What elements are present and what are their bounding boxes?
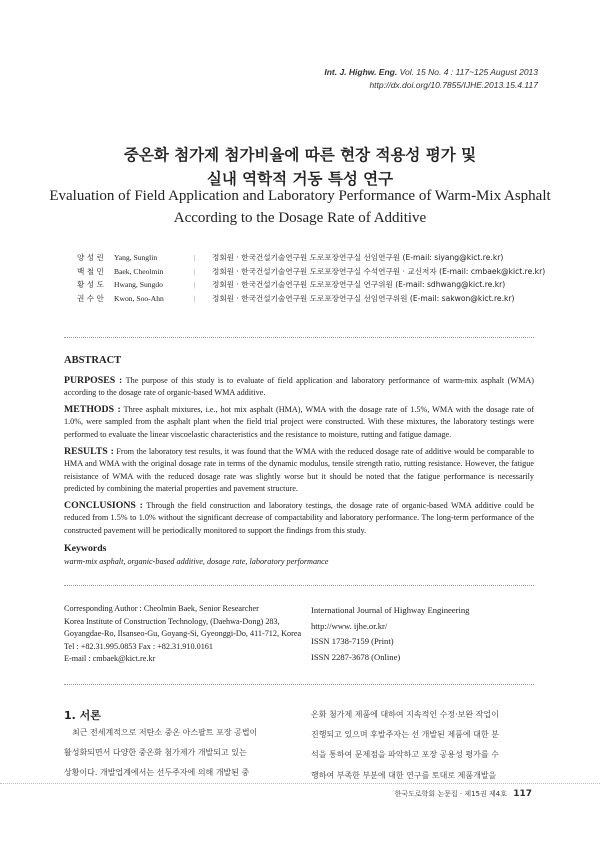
english-title-line1: Evaluation of Field Application and Laboratory Performance of Warm-Mix Asphalt — [49, 188, 551, 204]
abstract-purposes — [64, 375, 534, 400]
corresponding-email: E-mail : cmbaek@kict.re.kr — [64, 654, 156, 663]
intro-line: 활성화되면서 다양한 중온화 첨가제가 개발되고 있는 — [64, 748, 247, 758]
keywords-text: warm-mix asphalt, organic-based additive, dosage rate, laboratory performance — [64, 557, 329, 566]
journal-url[interactable]: http://www. ijhe.or.kr/ — [311, 620, 388, 631]
korean-title-line1: 중온화 첨가제 첨가비율에 따른 현장 적용성 평가 및 — [123, 146, 477, 164]
issn-online: ISSN 2287-3678 (Online) — [311, 651, 401, 662]
author-separator: | — [194, 280, 196, 289]
section-divider — [64, 585, 534, 586]
author-korean-name: 권 수 안 — [77, 293, 104, 303]
conclusions-text: Through the field construction and laboratory testings, the dosage rate of organic-based WMA additive could be reduced from 1.5% to 1.0% without the significant decrease of compactability and laboratory performance. The long-term performance of the constructed pavement will be periodically monitored to support the findings from this study. — [64, 501, 534, 535]
author-english-name: Baek, Cheolmin — [114, 266, 164, 276]
footer-divider — [0, 783, 600, 784]
author-affiliation: 정회원 · 한국건설기술연구원 도로포장연구실 선임연구원 (E-mail: siyang@kict.re.kr) — [212, 253, 504, 262]
results-text: From the laboratory test results, it was found that the WMA with the reduced dosage rate of additive would be comparable to HMA and WMA with the original dosage rate in terms of the dynamic modulus, tensile strength ratio, rutting resistance. However, the fatigue reisistance of WMA with the reduced dosage rate was slightly worse but it should be noted that the fatigue performance is necessarily predicted by combining the material properties and pavement structure. — [64, 447, 534, 493]
journal-info-block — [311, 603, 469, 665]
author-separator: | — [194, 266, 196, 276]
author-korean-name: 황 성 도 — [77, 280, 104, 289]
english-title — [0, 185, 600, 229]
author-affiliation: 정회원 · 한국건설기술연구원 도로포장연구실 연구위원 (E-mail: sdhwang@kict.re.kr) — [212, 280, 506, 289]
intro-line: 상황이다. 개발업계에서는 선두주자에 의해 개발된 중 — [64, 768, 250, 778]
author-affiliation: 정회원 · 한국건설기술연구원 도로포장연구실 수석연구원 · 교신저자 (E-mail: cmbaek@kict.re.kr) — [212, 266, 546, 276]
volume-info: Vol. 15 No. 4 : 117~125 August 2013 — [399, 67, 538, 77]
issn-print: ISSN 1738-7159 (Print) — [311, 636, 394, 646]
author-separator: | — [194, 253, 196, 262]
journal-name: International Journal of Highway Engineering — [311, 605, 470, 615]
journal-header — [324, 66, 538, 92]
keywords-heading: Keywords — [64, 543, 107, 554]
author-korean-name: 양 성 린 — [77, 253, 104, 262]
doi-link[interactable]: http://dx.doi.org/10.7855/IJHE.2013.15.4.117 — [369, 80, 538, 90]
section-divider — [64, 684, 534, 685]
results-label: RESULTS : — [64, 446, 114, 457]
author-row — [77, 265, 545, 279]
intro-line: 최근 전세계적으로 저탄소 중온 아스팔트 포장 공법이 — [72, 728, 258, 737]
author-row — [77, 251, 545, 265]
abstract-methods — [64, 404, 534, 441]
page-number: 117 — [513, 789, 532, 799]
author-english-name: Hwang, Sungdo — [114, 280, 163, 289]
corresponding-line: Goyangdae-Ro, Ilsanseo-Gu, Goyang-Si, Gyeonggi-Do, 411-712, Korea — [64, 629, 302, 638]
intro-line: 진행되고 있으며 후발주자는 선 개발된 제품에 대한 분 — [311, 730, 499, 740]
section-divider — [64, 337, 534, 338]
corresponding-author-block — [64, 603, 301, 666]
corresponding-line: Korea Institute of Construction Technology, (Daehwa-Dong) 283, — [64, 616, 280, 626]
abstract-results — [64, 446, 534, 495]
corresponding-line: Tel : +82.31.995.0853 Fax : +82.31.910.0161 — [64, 641, 213, 651]
author-english-name: Yang, Sunglin — [114, 253, 158, 262]
methods-text: Three asphalt mixtures, i.e., hot mix asphalt (HMA), WMA with the dosage rate of 1.5%, WMA with the dosage rate of 1.0%, were sampled from the asphalt plant when the field trial project were constructed. With these mixtures, the laboratory testings were performed to evaluate the linear viscoelastic characteristics and the resistance to moisture, rutting and fatigue damage. — [64, 405, 535, 439]
conclusions-label: CONCLUSIONS : — [64, 500, 143, 511]
abstract-conclusions — [64, 500, 534, 537]
author-affiliation: 정회원 · 한국건설기술연구원 도로포장연구실 선임연구위원 (E-mail: sakwon@kict.re.kr) — [212, 293, 515, 303]
purposes-text: The purpose of this study is to evaluate of field application and laboratory performance of warm-mix asphalt (WMA) according to the dosage rate of organic-based WMA additive. — [64, 376, 534, 398]
corresponding-line: Corresponding Author : Cheolmin Baek, Senior Researcher — [64, 604, 259, 613]
purposes-label: PURPOSES : — [64, 375, 123, 386]
abstract-heading: ABSTRACT — [64, 355, 122, 366]
journal-abbreviation: Int. J. Highw. Eng. — [324, 67, 398, 77]
author-row — [77, 292, 545, 306]
english-title-line2: According to the Dosage Rate of Additive — [173, 210, 427, 226]
methods-label: METHODS : — [64, 404, 121, 415]
author-english-name: Kwon, Soo-Ahn — [114, 293, 164, 303]
author-separator: | — [194, 293, 196, 303]
intro-column-left — [64, 723, 288, 784]
korean-title — [0, 143, 600, 191]
author-korean-name: 백 철 민 — [77, 266, 104, 276]
intro-column-right — [311, 705, 535, 786]
intro-line: 행하여 부족한 부분에 대한 연구를 토대로 제품개발을 — [311, 770, 497, 780]
intro-heading: 1. 서론 — [64, 709, 101, 722]
footer-journal-text: 한국도로학회 논문집 · 제15권 제4호 — [394, 790, 507, 798]
intro-line: 온화 첨가제 제품에 대하여 지속적인 수정·보완 작업이 — [311, 710, 499, 719]
korean-title-line2: 실내 역학적 거동 특성 연구 — [206, 170, 394, 188]
page-footer — [395, 789, 532, 799]
intro-line: 석을 통하여 문제점을 파악하고 포장 공용성 평가를 수 — [311, 750, 499, 760]
author-row — [77, 278, 545, 292]
author-list — [77, 251, 545, 305]
